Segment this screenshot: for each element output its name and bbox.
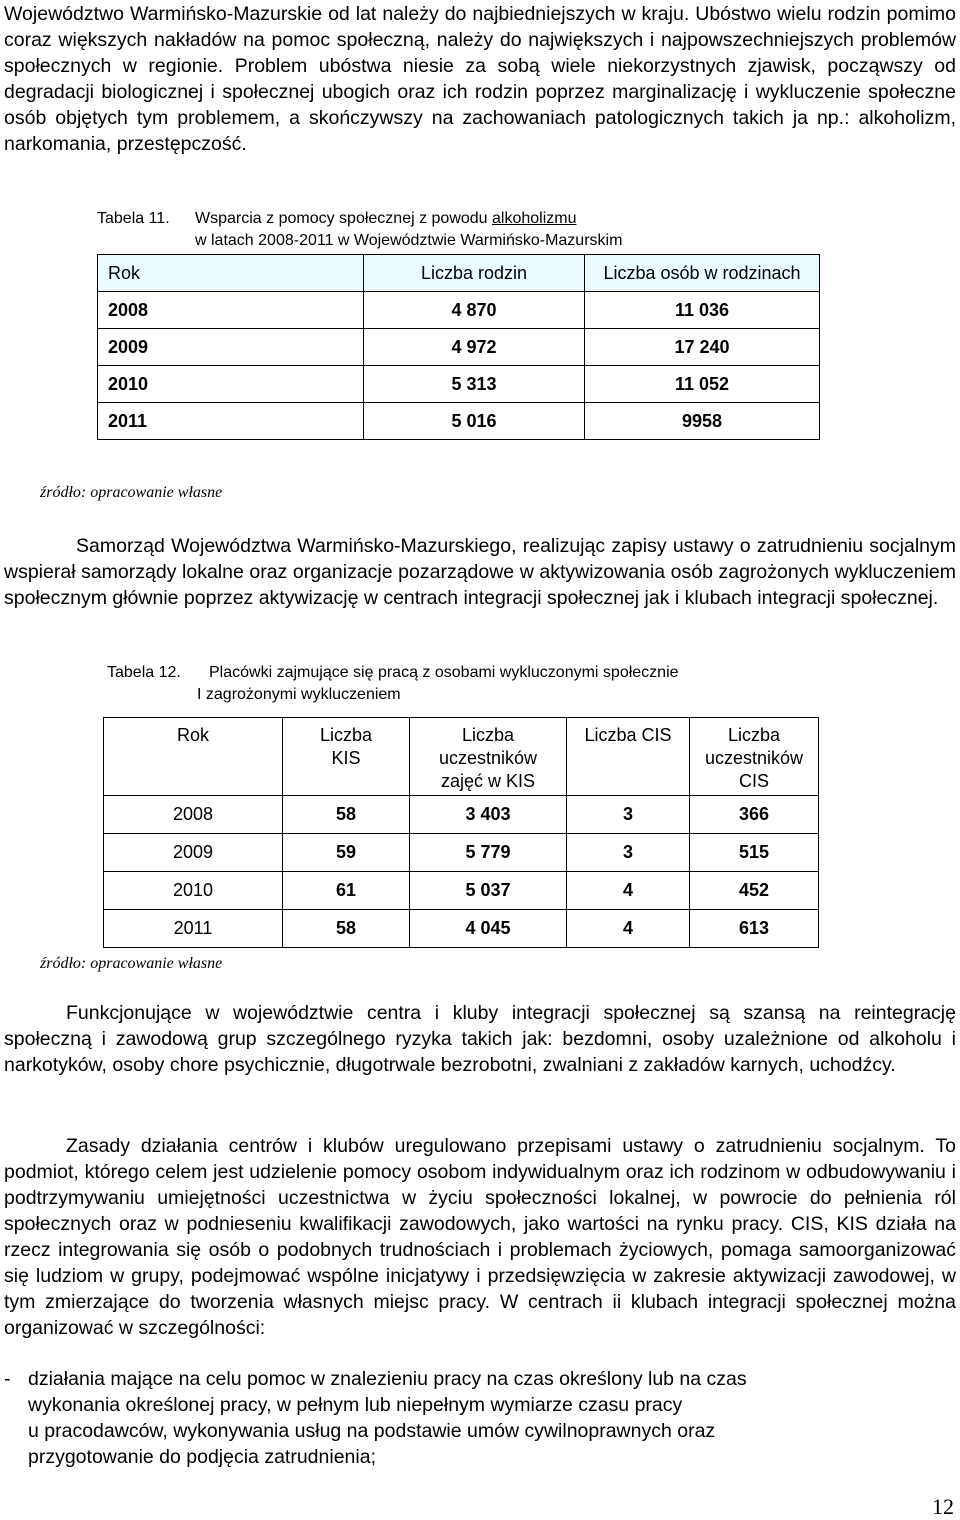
table-row <box>98 292 820 329</box>
table12 <box>103 717 819 948</box>
table-cell: 3 <box>567 834 690 872</box>
column-header: Liczba osób w rodzinach <box>585 255 820 292</box>
source-note: źródło: opracowanie własne <box>40 955 223 972</box>
table-cell: 9958 <box>585 403 820 440</box>
table-cell: 11 052 <box>585 366 820 403</box>
table-cell: 366 <box>690 796 819 834</box>
table-cell: 4 <box>567 872 690 910</box>
table-row <box>104 834 819 872</box>
table-cell: 4 <box>567 910 690 948</box>
column-header: Liczba KIS <box>283 718 410 796</box>
table-cell: 3 403 <box>410 796 567 834</box>
column-header: Liczba CIS <box>567 718 690 796</box>
table-cell: 2011 <box>104 910 283 948</box>
table-cell: 2008 <box>104 796 283 834</box>
table-cell: 613 <box>690 910 819 948</box>
list-dash: - <box>4 1368 11 1390</box>
table-cell: 61 <box>283 872 410 910</box>
table-cell: 5 016 <box>364 403 585 440</box>
table12-label: Tabela 12. <box>107 664 181 681</box>
table-cell: 59 <box>283 834 410 872</box>
table-cell: 5 313 <box>364 366 585 403</box>
column-header: Liczba uczestników zajęć w KIS <box>410 718 567 796</box>
list-line: działania mające na celu pomoc w znalezieniu pracy na czas określony lub na czas <box>28 1368 747 1390</box>
table-row <box>104 910 819 948</box>
table-header-row <box>104 718 819 796</box>
table-cell: 17 240 <box>585 329 820 366</box>
table-cell: 2009 <box>104 834 283 872</box>
source-note: źródło: opracowanie własne <box>40 484 223 501</box>
table-cell: 452 <box>690 872 819 910</box>
table-cell: 2011 <box>98 403 364 440</box>
list-line: u pracodawców, wykonywania usług na podstawie umów cywilnoprawnych oraz <box>28 1420 716 1442</box>
table-header-row <box>98 255 820 292</box>
table11-title-underlined: alkoholizmu <box>492 210 577 227</box>
table12-title: Placówki zajmujące się pracą z osobami wykluczonymi społecznie <box>209 664 679 681</box>
list-line: przygotowanie do podjęcia zatrudnienia; <box>28 1446 376 1468</box>
table-row <box>98 366 820 403</box>
table-cell: 4 045 <box>410 910 567 948</box>
table-cell: 2009 <box>98 329 364 366</box>
column-header: Liczba rodzin <box>364 255 585 292</box>
table-cell: 58 <box>283 910 410 948</box>
column-header: Rok <box>98 255 364 292</box>
table-row <box>98 329 820 366</box>
list-line: wykonania określonej pracy, w pełnym lub niepełnym wymiarze czasu pracy <box>28 1394 683 1416</box>
table-row <box>98 403 820 440</box>
table-cell: 515 <box>690 834 819 872</box>
table11-label: Tabela 11. <box>97 210 170 227</box>
paragraph-samorzad: Samorząd Województwa Warmińsko-Mazurskiego, realizując zapisy ustawy o zatrudnieniu socjalnym wspierał samorządy lokalne oraz organizacje pozarządowe w aktywizowania osób zagrożonych wykluczeniem społecznym głównie poprzez aktywizację w centrach integracji społecznej jak i klubach integracji społecznej. <box>4 535 956 609</box>
column-header: Liczba uczestników CIS <box>690 718 819 796</box>
table-cell: 58 <box>283 796 410 834</box>
table-cell: 5 037 <box>410 872 567 910</box>
table11 <box>97 254 820 440</box>
page-number: 12 <box>932 1494 954 1519</box>
table-row <box>104 872 819 910</box>
table-cell: 2010 <box>104 872 283 910</box>
paragraph-funkcjonujace: Funkcjonujące w województwie centra i kluby integracji społecznej są szansą na reintegrację społeczną i zawodową grup szczególnego ryzyka takich jak: bezdomni, osoby uzależnione od alkoholu i narkotyków, osoby chore psychicznie, długotrwale bezrobotni, zwalniani z zakładów karnych, uchodźcy. <box>4 1002 956 1076</box>
table-cell: 2008 <box>98 292 364 329</box>
table-cell: 3 <box>567 796 690 834</box>
table11-caption <box>97 208 623 249</box>
table-cell: 4 870 <box>364 292 585 329</box>
table12-title-line2: I zagrożonymi wykluczeniem <box>197 686 401 703</box>
table11-title: Wsparcia z pomocy społecznej z powodu <box>195 210 493 227</box>
paragraph-zasady: Zasady działania centrów i klubów uregulowano przepisami ustawy o zatrudnieniu socjalnym. To podmiot, którego celem jest udzielenie pomocy osobom indywidualnym oraz ich rodzinom w odbudowywaniu i podtrzymywaniu umiejętności uczestnictwa w życiu społeczności lokalnej, w powrocie do pełnienia ról społecznych oraz w podnieseniu kwalifikacji zawodowych, jako wartości na rynku pracy. CIS, KIS działa na rzecz integrowania się osób o podobnych trudnościach i problemach życiowych, pomaga samoorganizować się ludziom w grupy, podejmować wspólne inicjatywy i przedsięwzięcia w zakresie aktywizacji zawodowej, w tym zmierzające do tworzenia własnych miejsc pracy. W centrach ii klubach integracji społecznej można organizować w szczególności: <box>4 1135 956 1339</box>
table12-caption <box>107 662 679 703</box>
table-cell: 4 972 <box>364 329 585 366</box>
table-cell: 2010 <box>98 366 364 403</box>
table11-title-line2: w latach 2008-2011 w Województwie Warmińsko-Mazurskim <box>195 232 623 249</box>
intro-paragraph: Województwo Warmińsko-Mazurskie od lat należy do najbiedniejszych w kraju. Ubóstwo wielu rodzin pomimo coraz większych nakładów na pomoc społeczną, należy do największych i najpowszechniejszych problemów społecznych w regionie. Problem ubóstwa niesie za sobą wiele niekorzystnych zjawisk, począwszy od degradacji biologicznej i społecznej ubogich oraz ich rodzin poprzez marginalizację i wykluczenie społeczne osób objętych tym problemem, a skończywszy na zachowaniach patologicznych takich ja np.: alkoholizm, narkomania, przestępczość. <box>4 3 956 155</box>
table-cell: 11 036 <box>585 292 820 329</box>
table-cell: 5 779 <box>410 834 567 872</box>
column-header: Rok <box>104 718 283 796</box>
table-row <box>104 796 819 834</box>
